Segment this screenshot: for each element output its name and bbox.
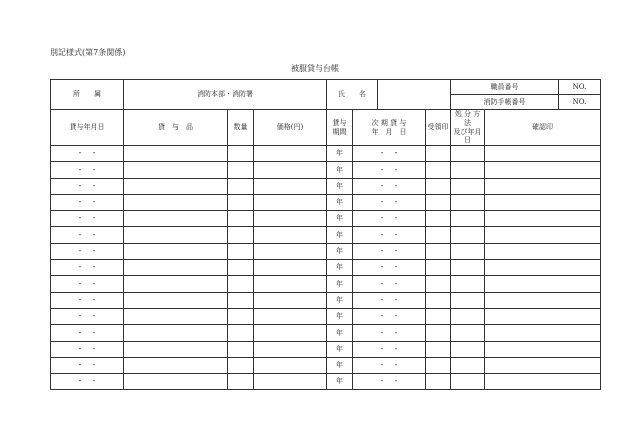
header-item: 貸 与 品: [124, 110, 228, 146]
receipt-seal-cell[interactable]: [426, 276, 451, 292]
lend-date-cell[interactable]: ・ ・: [51, 341, 124, 357]
confirm-seal-cell[interactable]: [485, 243, 601, 259]
item-cell[interactable]: [124, 325, 228, 341]
header-period-line2: 期間: [332, 127, 347, 136]
item-cell[interactable]: [124, 260, 228, 276]
next-lend-cell[interactable]: ・ ・: [353, 308, 426, 324]
lend-date-cell[interactable]: ・ ・: [51, 146, 124, 162]
next-lend-cell[interactable]: ・ ・: [353, 374, 426, 390]
header-next-line2: 年 月 日: [371, 127, 407, 136]
item-cell[interactable]: [124, 276, 228, 292]
lend-date-cell[interactable]: ・ ・: [51, 325, 124, 341]
staff-no-field[interactable]: NO.: [559, 80, 601, 95]
disposal-cell[interactable]: [451, 260, 485, 276]
period-cell[interactable]: 年: [327, 341, 353, 357]
affiliation-label: 所 属: [51, 80, 124, 110]
quantity-cell[interactable]: [228, 260, 254, 276]
price-cell[interactable]: [254, 146, 327, 162]
header-price: 価格(円): [254, 110, 327, 146]
next-lend-cell[interactable]: ・ ・: [353, 146, 426, 162]
confirm-seal-cell[interactable]: [485, 194, 601, 210]
period-cell[interactable]: 年: [327, 194, 353, 210]
quantity-cell[interactable]: [228, 146, 254, 162]
receipt-seal-cell[interactable]: [426, 227, 451, 243]
page-title: 被服貸与台帳: [291, 64, 339, 73]
period-cell[interactable]: 年: [327, 374, 353, 390]
price-cell[interactable]: [254, 292, 327, 308]
disposal-cell[interactable]: [451, 308, 485, 324]
period-cell[interactable]: 年: [327, 146, 353, 162]
next-lend-cell[interactable]: ・ ・: [353, 341, 426, 357]
table-row: [51, 146, 601, 162]
name-field[interactable]: [378, 80, 451, 110]
price-cell[interactable]: [254, 276, 327, 292]
disposal-cell[interactable]: [451, 243, 485, 259]
disposal-cell[interactable]: [451, 227, 485, 243]
next-lend-cell[interactable]: ・ ・: [353, 211, 426, 227]
next-lend-cell[interactable]: ・ ・: [353, 325, 426, 341]
period-cell[interactable]: 年: [327, 178, 353, 194]
table-row: [51, 194, 601, 210]
quantity-cell[interactable]: [228, 178, 254, 194]
confirm-seal-cell[interactable]: [485, 276, 601, 292]
disposal-cell[interactable]: [451, 146, 485, 162]
table-row: [51, 325, 601, 341]
disposal-cell[interactable]: [451, 341, 485, 357]
receipt-seal-cell[interactable]: [426, 162, 451, 178]
confirm-seal-cell[interactable]: [485, 374, 601, 390]
quantity-cell[interactable]: [228, 292, 254, 308]
period-cell[interactable]: 年: [327, 260, 353, 276]
price-cell[interactable]: [254, 325, 327, 341]
quantity-cell[interactable]: [228, 211, 254, 227]
receipt-seal-cell[interactable]: [426, 260, 451, 276]
price-cell[interactable]: [254, 374, 327, 390]
confirm-seal-cell[interactable]: [485, 325, 601, 341]
item-cell[interactable]: [124, 357, 228, 373]
table-row: [51, 178, 601, 194]
price-cell[interactable]: [254, 341, 327, 357]
header-disposal-line2: 及び年月日: [453, 127, 482, 145]
receipt-seal-cell[interactable]: [426, 374, 451, 390]
confirm-seal-cell[interactable]: [485, 341, 601, 357]
handbook-no-field[interactable]: NO.: [559, 95, 601, 110]
header-period-line1: 貸与: [332, 118, 347, 127]
disposal-cell[interactable]: [451, 357, 485, 373]
next-lend-cell[interactable]: ・ ・: [353, 276, 426, 292]
confirm-seal-cell[interactable]: [485, 357, 601, 373]
quantity-cell[interactable]: [228, 276, 254, 292]
item-cell[interactable]: [124, 194, 228, 210]
table-row: [51, 308, 601, 324]
lend-date-cell[interactable]: ・ ・: [51, 162, 124, 178]
table-row: [51, 374, 601, 390]
period-cell[interactable]: 年: [327, 211, 353, 227]
confirm-seal-cell[interactable]: [485, 146, 601, 162]
handbook-no-label: 消防手帳番号: [451, 95, 559, 110]
item-cell[interactable]: [124, 227, 228, 243]
name-label: 氏 名: [327, 80, 378, 110]
receipt-seal-cell[interactable]: [426, 178, 451, 194]
confirm-seal-cell[interactable]: [485, 292, 601, 308]
table-row: [51, 243, 601, 259]
next-lend-cell[interactable]: ・ ・: [353, 260, 426, 276]
lend-date-cell[interactable]: ・ ・: [51, 374, 124, 390]
disposal-cell[interactable]: [451, 178, 485, 194]
confirm-seal-cell[interactable]: [485, 211, 601, 227]
lend-date-cell[interactable]: ・ ・: [51, 194, 124, 210]
quantity-cell[interactable]: [228, 227, 254, 243]
table-row: [51, 162, 601, 178]
quantity-cell[interactable]: [228, 374, 254, 390]
quantity-cell[interactable]: [228, 162, 254, 178]
lend-date-cell[interactable]: ・ ・: [51, 308, 124, 324]
quantity-cell[interactable]: [228, 341, 254, 357]
next-lend-cell[interactable]: ・ ・: [353, 178, 426, 194]
next-lend-cell[interactable]: ・ ・: [353, 292, 426, 308]
period-cell[interactable]: 年: [327, 325, 353, 341]
receipt-seal-cell[interactable]: [426, 146, 451, 162]
header-disposal: [451, 110, 485, 146]
receipt-seal-cell[interactable]: [426, 194, 451, 210]
period-cell[interactable]: 年: [327, 357, 353, 373]
quantity-cell[interactable]: [228, 308, 254, 324]
price-cell[interactable]: [254, 308, 327, 324]
affiliation-value[interactable]: 消防本部・消防署: [124, 80, 327, 110]
period-cell[interactable]: 年: [327, 227, 353, 243]
price-cell[interactable]: [254, 194, 327, 210]
quantity-cell[interactable]: [228, 243, 254, 259]
item-cell[interactable]: [124, 341, 228, 357]
table-row: [51, 292, 601, 308]
disposal-cell[interactable]: [451, 374, 485, 390]
header-confirm-seal: 確認印: [485, 110, 601, 146]
header-period: [327, 110, 353, 146]
table-row: [51, 276, 601, 292]
disposal-cell[interactable]: [451, 162, 485, 178]
disposal-cell[interactable]: [451, 276, 485, 292]
form-label: 別記様式(第7条関係): [50, 48, 126, 57]
next-lend-cell[interactable]: ・ ・: [353, 357, 426, 373]
price-cell[interactable]: [254, 357, 327, 373]
disposal-cell[interactable]: [451, 325, 485, 341]
quantity-cell[interactable]: [228, 194, 254, 210]
quantity-cell[interactable]: [228, 357, 254, 373]
lend-date-cell[interactable]: ・ ・: [51, 211, 124, 227]
price-cell[interactable]: [254, 260, 327, 276]
staff-no-label: 職員番号: [451, 80, 559, 95]
period-cell[interactable]: 年: [327, 243, 353, 259]
disposal-cell[interactable]: [451, 211, 485, 227]
lend-date-cell[interactable]: ・ ・: [51, 260, 124, 276]
ledger-table: [50, 79, 601, 390]
period-cell[interactable]: 年: [327, 276, 353, 292]
header-next-lend: [353, 110, 426, 146]
item-cell[interactable]: [124, 146, 228, 162]
receipt-seal-cell[interactable]: [426, 243, 451, 259]
price-cell[interactable]: [254, 243, 327, 259]
receipt-seal-cell[interactable]: [426, 292, 451, 308]
price-cell[interactable]: [254, 178, 327, 194]
price-cell[interactable]: [254, 162, 327, 178]
lend-date-cell[interactable]: ・ ・: [51, 243, 124, 259]
receipt-seal-cell[interactable]: [426, 341, 451, 357]
disposal-cell[interactable]: [451, 194, 485, 210]
receipt-seal-cell[interactable]: [426, 325, 451, 341]
price-cell[interactable]: [254, 211, 327, 227]
confirm-seal-cell[interactable]: [485, 162, 601, 178]
next-lend-cell[interactable]: ・ ・: [353, 194, 426, 210]
lend-date-cell[interactable]: ・ ・: [51, 357, 124, 373]
table-row: [51, 357, 601, 373]
confirm-seal-cell[interactable]: [485, 227, 601, 243]
table-row: [51, 211, 601, 227]
header-lend-date: 貸与年月日: [51, 110, 124, 146]
header-next-line1: 次 期 貸 与: [371, 118, 407, 127]
item-cell[interactable]: [124, 308, 228, 324]
item-cell[interactable]: [124, 374, 228, 390]
confirm-seal-cell[interactable]: [485, 260, 601, 276]
item-cell[interactable]: [124, 162, 228, 178]
item-cell[interactable]: [124, 211, 228, 227]
next-lend-cell[interactable]: ・ ・: [353, 162, 426, 178]
table-row: [51, 341, 601, 357]
receipt-seal-cell[interactable]: [426, 308, 451, 324]
item-cell[interactable]: [124, 178, 228, 194]
lend-date-cell[interactable]: ・ ・: [51, 292, 124, 308]
table-row: [51, 227, 601, 243]
disposal-cell[interactable]: [451, 292, 485, 308]
period-cell[interactable]: 年: [327, 162, 353, 178]
receipt-seal-cell[interactable]: [426, 211, 451, 227]
table-row: [51, 260, 601, 276]
next-lend-cell[interactable]: ・ ・: [353, 227, 426, 243]
lend-date-cell[interactable]: ・ ・: [51, 276, 124, 292]
receipt-seal-cell[interactable]: [426, 357, 451, 373]
header-disposal-line1: 処 分 方 法: [454, 110, 481, 127]
header-quantity: 数量: [228, 110, 254, 146]
header-receipt-seal: 受領印: [426, 110, 451, 146]
confirm-seal-cell[interactable]: [485, 178, 601, 194]
quantity-cell[interactable]: [228, 325, 254, 341]
period-cell[interactable]: 年: [327, 292, 353, 308]
item-cell[interactable]: [124, 292, 228, 308]
lend-date-cell[interactable]: ・ ・: [51, 227, 124, 243]
lend-date-cell[interactable]: ・ ・: [51, 178, 124, 194]
item-cell[interactable]: [124, 243, 228, 259]
price-cell[interactable]: [254, 227, 327, 243]
next-lend-cell[interactable]: ・ ・: [353, 243, 426, 259]
confirm-seal-cell[interactable]: [485, 308, 601, 324]
period-cell[interactable]: 年: [327, 308, 353, 324]
